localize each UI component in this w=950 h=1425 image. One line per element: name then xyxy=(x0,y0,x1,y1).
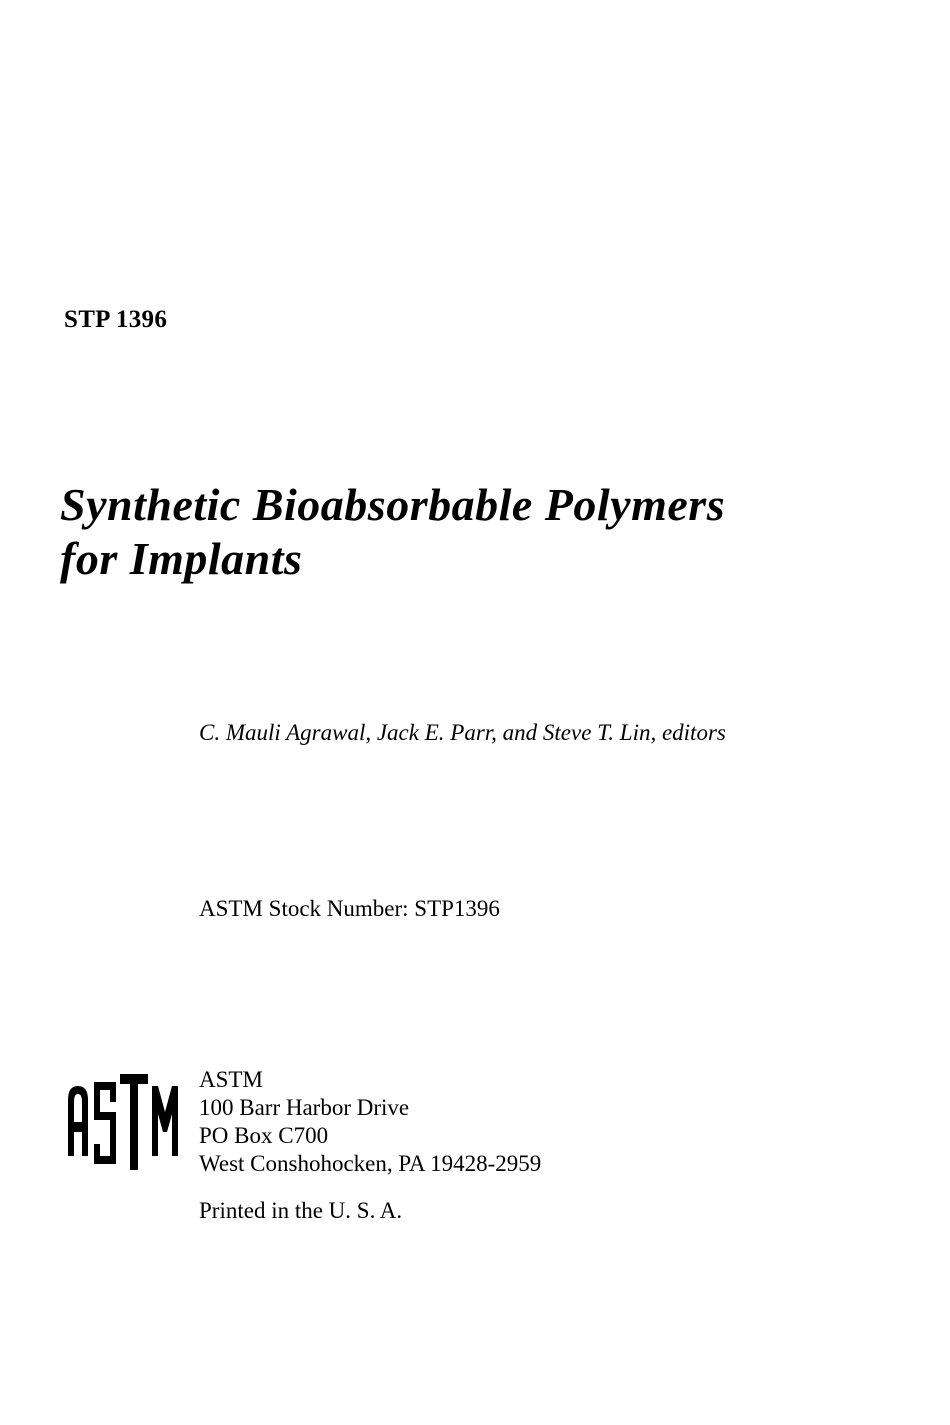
book-title-line-2: for Implants xyxy=(60,533,303,584)
publisher-po-box: PO Box C700 xyxy=(199,1123,329,1148)
astm-logo-icon xyxy=(64,1072,182,1172)
book-title xyxy=(60,478,725,586)
publisher-address xyxy=(199,1066,541,1178)
printed-note: Printed in the U. S. A. xyxy=(199,1198,403,1223)
book-title-line-1: Synthetic Bioabsorbable Polymers xyxy=(60,479,726,530)
publisher-street: 100 Barr Harbor Drive xyxy=(199,1095,410,1120)
publisher-name: ASTM xyxy=(199,1067,263,1092)
series-label: STP 1396 xyxy=(64,306,168,333)
editors-line: C. Mauli Agrawal, Jack E. Parr, and Steve T. Lin, editors xyxy=(199,720,726,745)
stock-number: ASTM Stock Number: STP1396 xyxy=(199,896,500,921)
publisher-city: West Conshohocken, PA 19428-2959 xyxy=(199,1151,542,1176)
